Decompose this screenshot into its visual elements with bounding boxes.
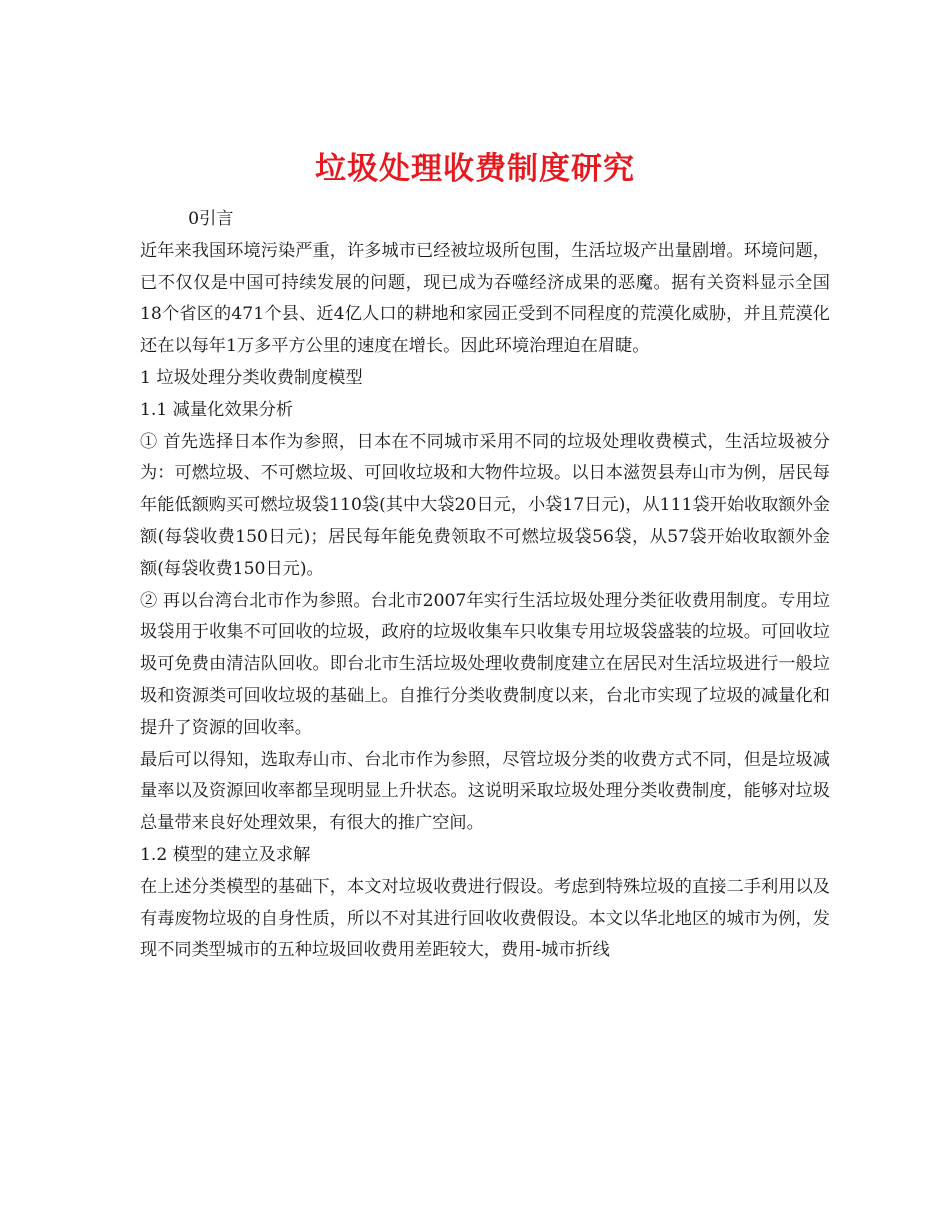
section-1-2-heading: 1.2 模型的建立及求解 (140, 844, 311, 865)
section-1-heading: 1 垃圾处理分类收费制度模型 (140, 367, 363, 388)
paragraph-intro: 近年来我国环境污染严重，许多城市已经被垃圾所包围，生活垃圾产出量剧增。环境问题，已不仅仅是中国可持续发展的问题，现已成为吞噬经济成果的恶魔。据有关资料显示全国18个省区的471个县、近4亿人口的耕地和家园正受到不同程度的荒漠化威胁，并且荒漠化还在以每年1万多平方公里的速度在增长。因此环境治理迫在眉睫。 (140, 240, 830, 357)
intro-heading: 0引言 (188, 209, 234, 229)
document-title: 垃圾处理收费制度研究 (315, 150, 635, 187)
paragraph-taipei: ② 再以台湾台北市作为参照。台北市2007年实行生活垃圾处理分类征收费用制度。专用垃圾袋用于收集不可回收的垃圾，政府的垃圾收集车只收集专用垃圾袋盛装的垃圾。可回收垃圾可免费由清洁队回收。即台北市生活垃圾处理收费制度建立在居民对生活垃圾进行一般垃圾和资源类可回收垃圾的基础上。自推行分类收费制度以来，台北市实现了垃圾的减量化和提升了资源的回收率。 (140, 590, 830, 738)
paragraph-conclusion: 最后可以得知，选取寿山市、台北市作为参照，尽管垃圾分类的收费方式不同，但是垃圾减量率以及资源回收率都呈现明显上升状态。这说明采取垃圾处理分类收费制度，能够对垃圾总量带来良好处理效果，有很大的推广空间。 (140, 749, 830, 834)
section-1-1-heading: 1.1 减量化效果分析 (140, 399, 294, 420)
paragraph-model: 在上述分类模型的基础下，本文对垃圾收费进行假设。考虑到特殊垃圾的直接二手利用以及有毒废物垃圾的自身性质，所以不对其进行回收收费假设。本文以华北地区的城市为例，发现不同类型城市的五种垃圾回收费用差距较大，费用-城市折线 (140, 876, 830, 961)
document-body (140, 204, 830, 967)
paragraph-japan: ① 首先选择日本作为参照，日本在不同城市采用不同的垃圾处理收费模式，生活垃圾被分为：可燃垃圾、不可燃垃圾、可回收垃圾和大物件垃圾。以日本滋贺县寿山市为例，居民每年能低额购买可燃垃圾袋110袋(其中大袋20日元，小袋17日元)，从111袋开始收取额外金额(每袋收费150日元)；居民每年能免费领取不可燃垃圾袋56袋，从57袋开始收取额外金额(每袋收费150日元)。 (140, 431, 830, 579)
